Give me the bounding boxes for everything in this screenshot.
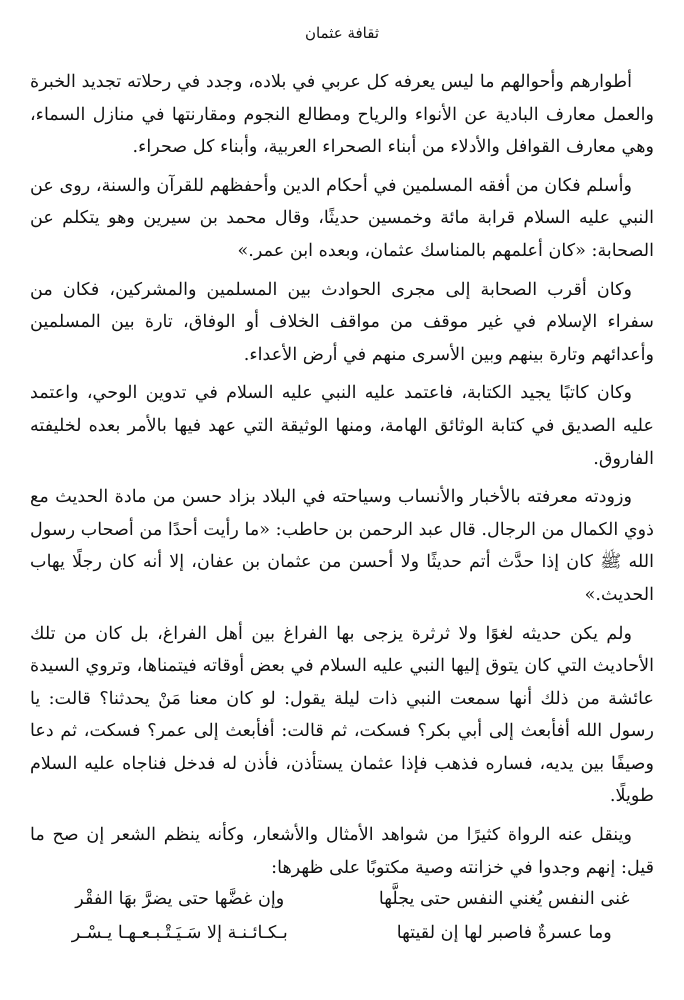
paragraph: أطوارهم وأحوالهم ما ليس يعرفه كل عربي في بلاده، وجدد في رحلاته تجديد الخبرة والعمل معارف البادية عن الأنواء والرياح ومطالع النجوم ومقارنتها في منازل السماء، وهي معارف القوافل والأدلاء من أبناء الصحراء العربية، وأبناء كل صحراء. bbox=[30, 72, 654, 158]
paragraph: وينقل عنه الرواة كثيرًا من شواهد الأمثال والأشعار، وكأنه ينظم الشعر إن صح ما قيل: إنهم وجدوا في خزانته وصية مكتوبًا على ظهرها: bbox=[30, 825, 654, 878]
poem-verse bbox=[30, 882, 654, 916]
paragraph: وأسلم فكان من أفقه المسلمين في أحكام الدين وأحفظهم للقرآن والسنة، روى عن النبي عليه السلام قرابة مائة وخمسين حديثًا، وقال محمد بن سيرين وهو يتكلم عن الصحابة: «كان أعلمهم بالمناسك عثمان، وبعده ابن عمر.» bbox=[30, 175, 654, 261]
paragraph: وزودته معرفته بالأخبار والأنساب وسياحته في البلاد بزاد حسن من مادة الحديث مع ذوي الكمال من الرجال. قال عبد الرحمن بن حاطب: «ما رأيت أحدًا من أصحاب رسول الله ﷺ كان إذا حدَّث أتم حديثًا ولا أحسن من عثمان بن عفان، إلا أنه كان رجلًا يهاب الحديث.» bbox=[30, 487, 654, 605]
poem-first-hemistich: وما عسرةٌ فاصبر لها إن لقيتها bbox=[396, 923, 612, 943]
poem-second-hemistich: وإن غضَّها حتى يضرَّ بهَا الفقْر bbox=[75, 889, 285, 909]
paragraph: وكان أقرب الصحابة إلى مجرى الحوادث بين المسلمين والمشركين، فكان من سفراء الإسلام في غير موقف من مواقف الخلاف أو الوفاق، تارة بين المسلمين وأعدائهم وتارة بينهم وبين الأسرى منهم في أرض الأعداء. bbox=[30, 279, 654, 365]
poem-first-hemistich: غنى النفس يُغني النفس حتى يجلَّها bbox=[378, 889, 630, 909]
poem bbox=[30, 882, 654, 950]
paragraph: ولم يكن حديثه لغوًا ولا ثرثرة يزجى بها الفراغ بين أهل الفراغ، بل كان من تلك الأحاديث التي كان يتوق إليها النبي عليه السلام في بعض أوقاته فيتمناها، وتروي السيدة عائشة من ذلك أنها سمعت النبي ذات ليلة يقول: لو كان معنا مَنْ يحدثنا؟ قالت: يا رسول الله أفأبعث إلى أبي بكر؟ فسكت، ثم قالت: أفأبعث إلى عمر؟ فسكت، ثم دعا وصيفًا بين يديه، فساره فذهب فإذا عثمان يستأذن، فأذن له فدخل فناجاه عليه السلام طويلًا. bbox=[30, 623, 654, 807]
body-text bbox=[30, 66, 654, 890]
running-head: ثقافة عثمان bbox=[304, 24, 380, 42]
paragraph: وكان كاتبًا يجيد الكتابة، فاعتمد عليه النبي عليه السلام في تدوين الوحي، واعتمد عليه الصديق في كتابة الوثائق الهامة، ومنها الوثيقة التي عهد فيها بالأمر بعده لخليفته الفاروق. bbox=[30, 383, 654, 469]
poem-verse bbox=[30, 916, 654, 950]
poem-second-hemistich: بـكـائـنـة إلا سَـيَـتْـبـعـهـا يـسْـر bbox=[71, 923, 288, 943]
